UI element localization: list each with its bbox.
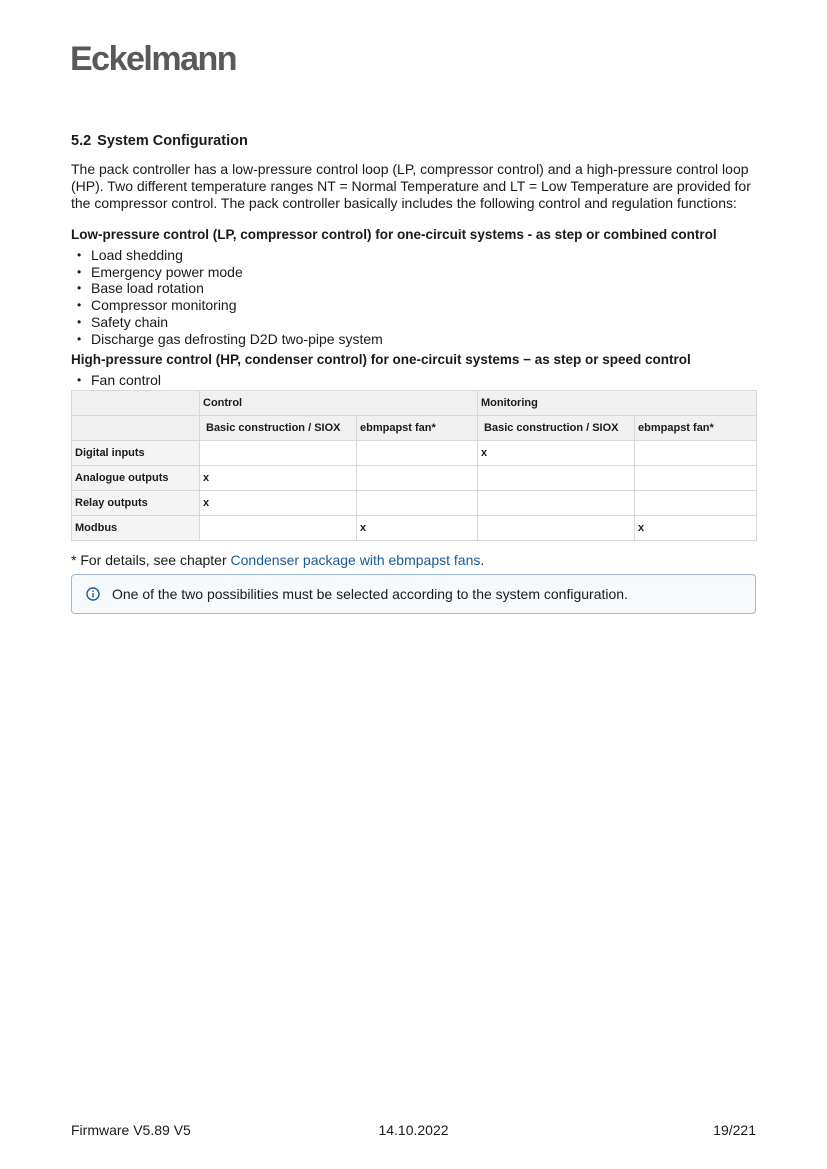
list-item: • Emergency power mode [71,264,756,281]
table-cell [478,515,635,540]
row-label: Analogue outputs [72,465,200,490]
table-corner-cell [72,415,200,440]
table-header-row [72,390,757,415]
table-row [72,465,757,490]
table-row [72,515,757,540]
row-label: Modbus [72,515,200,540]
list-item: • Fan control [71,372,756,389]
table-cell [635,490,757,515]
table-cell: x [200,490,357,515]
sub-header: ebmpapst fan* [635,415,757,440]
lp-heading: Low-pressure control (LP, compressor control) for one-circuit systems - as step or combined control [71,227,717,242]
group-header-monitoring: Monitoring [478,390,757,415]
sub-header: Basic construction / SIOX [478,415,635,440]
section-number: 5.2 [71,133,92,149]
sub-header: ebmpapst fan* [357,415,478,440]
table-cell [478,465,635,490]
table-cell: x [200,465,357,490]
footnote [71,552,756,568]
table-cell [357,490,478,515]
table-cell: x [635,515,757,540]
table-cell [357,440,478,465]
table-corner-cell [72,390,200,415]
page-footer [71,1122,756,1140]
sub-header: Basic construction / SIOX [200,415,357,440]
row-label: Relay outputs [72,490,200,515]
company-logo: Eckelmann [70,40,237,78]
main-content [71,133,756,614]
table-cell [635,440,757,465]
section-title-text: System Configuration [97,133,248,149]
table-cell: x [357,515,478,540]
hp-heading: High-pressure control (HP, condenser control) for one-circuit systems − as step or speed control [71,352,691,368]
footer-date: 14.10.2022 [378,1122,449,1138]
footnote-prefix: * For details, see chapter [71,551,231,568]
table-subheader-row [72,415,757,440]
chapter-link[interactable]: Condenser package with ebmpapst fans [230,551,481,568]
configuration-table [71,390,757,541]
footer-page-number: 19/221 [713,1122,756,1138]
info-box [71,574,756,614]
list-item: • Safety chain [71,314,756,331]
list-item: • Compressor monitoring [71,297,756,314]
intro-paragraph: The pack controller has a low-pressure control loop (LP, compressor control) and a high-pressure control loop (HP). Two different temperature ranges NT = Normal Temperature and LT = Low Temperature are provided for the compressor control. The pack controller basically includes the following control and regulation functions: [71,161,751,211]
group-header-control: Control [200,390,478,415]
table-row [72,490,757,515]
table-cell [200,440,357,465]
table-cell [478,490,635,515]
info-icon [86,587,100,601]
lp-list [71,247,756,347]
row-label: Digital inputs [72,440,200,465]
hp-list [71,372,756,389]
table-cell: x [478,440,635,465]
info-text: One of the two possibilities must be selected according to the system configuration. [112,585,628,602]
footnote-suffix: . [480,551,485,568]
list-item: • Load shedding [71,247,756,264]
table-row [72,440,757,465]
table-cell [635,465,757,490]
list-item: • Base load rotation [71,280,756,297]
footer-firmware: Firmware V5.89 V5 [71,1122,191,1138]
table-cell [200,515,357,540]
section-title [71,133,756,149]
list-item: • Discharge gas defrosting D2D two-pipe system [71,331,756,348]
table-cell [357,465,478,490]
